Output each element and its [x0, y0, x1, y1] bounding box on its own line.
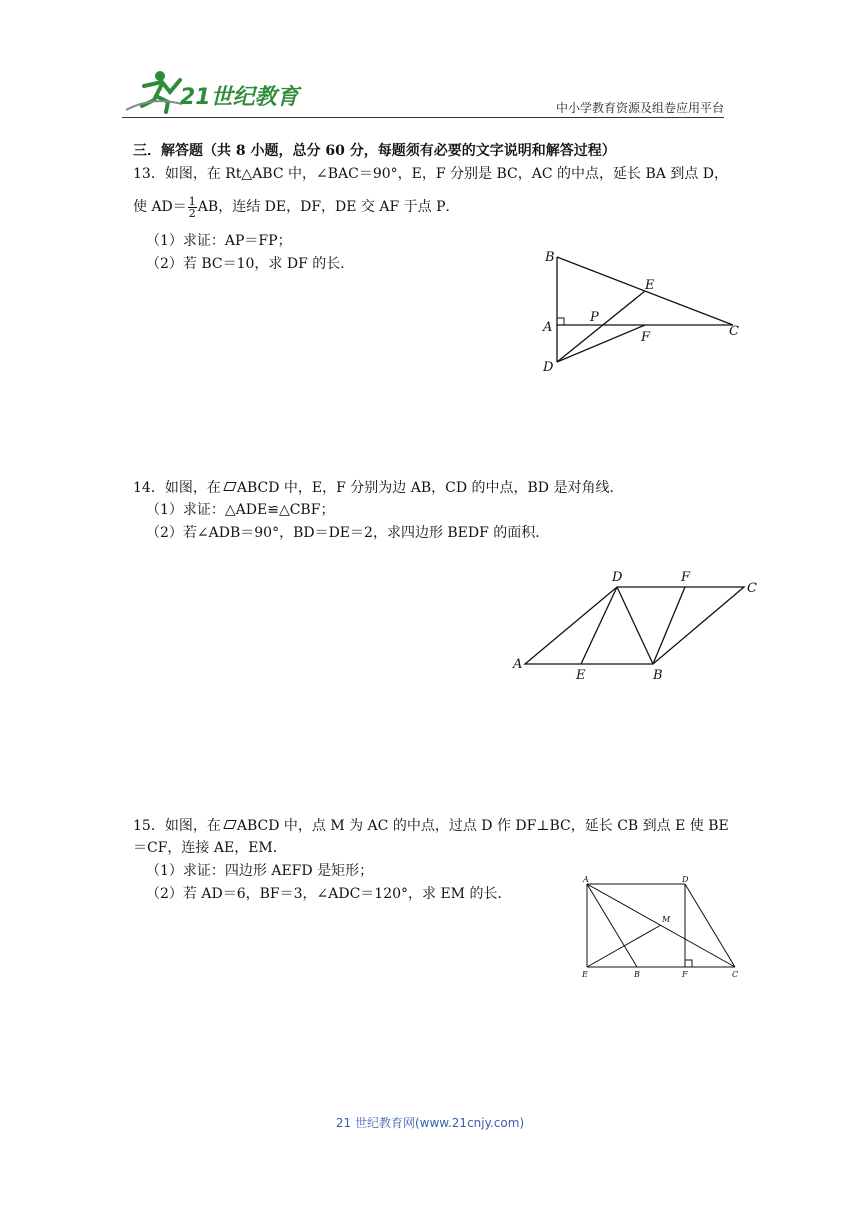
segment-bf	[653, 587, 685, 664]
header-divider	[122, 117, 724, 118]
segment-de	[557, 291, 645, 362]
q14-line1-post: ABCD 中，E，F 分别为边 AB，CD 的中点，BD 是对角线．	[236, 480, 624, 496]
q15-line1	[133, 816, 729, 836]
label-c: C	[732, 970, 739, 979]
q13-line2-post: AB，连结 DE，DF，DE 交 AF 于点 P．	[197, 199, 460, 215]
q13-figure	[535, 245, 750, 377]
frac-numerator: 1	[188, 194, 196, 208]
q13-part1: （1）求证：AP＝FP；	[146, 233, 292, 249]
q13-line2-pre: 使 AD＝	[133, 199, 187, 215]
label-f: F	[682, 970, 688, 979]
label-b: B	[545, 250, 555, 265]
q15-part2: （2）若 AD＝6，BF＝3，∠ADC＝120°，求 EM 的长．	[146, 886, 512, 902]
logo-text: 21世纪教育	[180, 85, 299, 110]
label-e: E	[582, 970, 588, 979]
label-m: M	[662, 915, 671, 924]
logo	[122, 66, 302, 116]
runner-logo-icon	[122, 66, 302, 116]
label-d: D	[682, 875, 689, 884]
label-d: D	[612, 570, 623, 585]
q13-part2: （2）若 BC＝10，求 DF 的长．	[146, 256, 355, 272]
q14-line1	[133, 478, 623, 498]
segment-dc	[685, 884, 735, 967]
label-d: D	[543, 360, 554, 375]
q13-line2	[133, 194, 460, 220]
platform-name: 中小学教育资源及组卷应用平台	[555, 101, 724, 115]
right-angle-mark	[685, 960, 692, 967]
q15-line2: ＝CF，连接 AE，EM．	[133, 840, 287, 856]
label-c: C	[729, 324, 739, 339]
label-b: B	[634, 970, 640, 979]
label-p: P	[590, 310, 599, 325]
q15-line1-post: ABCD 中，点 M 为 AC 的中点，过点 D 作 DF⊥BC，延长 CB 到点 E 使 BE	[236, 818, 729, 834]
segment-de	[581, 587, 617, 664]
label-f: F	[681, 570, 691, 585]
q15-line1-pre: 15．如图，在	[133, 818, 221, 834]
right-angle-mark	[557, 318, 564, 325]
label-e: E	[645, 278, 655, 293]
q14-figure	[505, 565, 765, 685]
label-e: E	[576, 668, 586, 683]
segment-bd	[617, 587, 653, 664]
label-c: C	[747, 581, 757, 596]
segment-df	[557, 325, 645, 362]
q15-part1: （1）求证：四边形 AEFD 是矩形；	[146, 863, 374, 879]
parallelogram-icon	[223, 482, 236, 491]
q14-line1-pre: 14．如图，在	[133, 480, 221, 496]
label-a: A	[513, 657, 523, 672]
section-title: 三．解答题（共 8 小题，总分 60 分，每题须有必要的文字说明和解答过程）	[133, 143, 616, 159]
q13-fraction	[188, 196, 197, 219]
q15-figure	[575, 870, 750, 982]
q14-part1: （1）求证：△ADE≌△CBF；	[146, 502, 335, 518]
q14-part2: （2）若∠ADB＝90°，BD＝DE＝2，求四边形 BEDF 的面积．	[146, 525, 550, 541]
label-a: A	[543, 320, 553, 335]
q13-line1: 13．如图，在 Rt△ABC 中，∠BAC＝90°，E，F 分别是 BC，AC 的中点，延长 BA 到点 D，	[133, 166, 729, 182]
label-f: F	[641, 330, 651, 345]
segment-em	[587, 925, 661, 967]
label-a: A	[583, 875, 589, 884]
frac-denominator: 2	[188, 206, 196, 220]
segment-ab	[587, 884, 637, 967]
footer-link[interactable]: 21 世纪教育网(www.21cnjy.com)	[335, 1116, 525, 1130]
parallelogram-icon	[223, 820, 236, 829]
label-b: B	[653, 668, 663, 683]
